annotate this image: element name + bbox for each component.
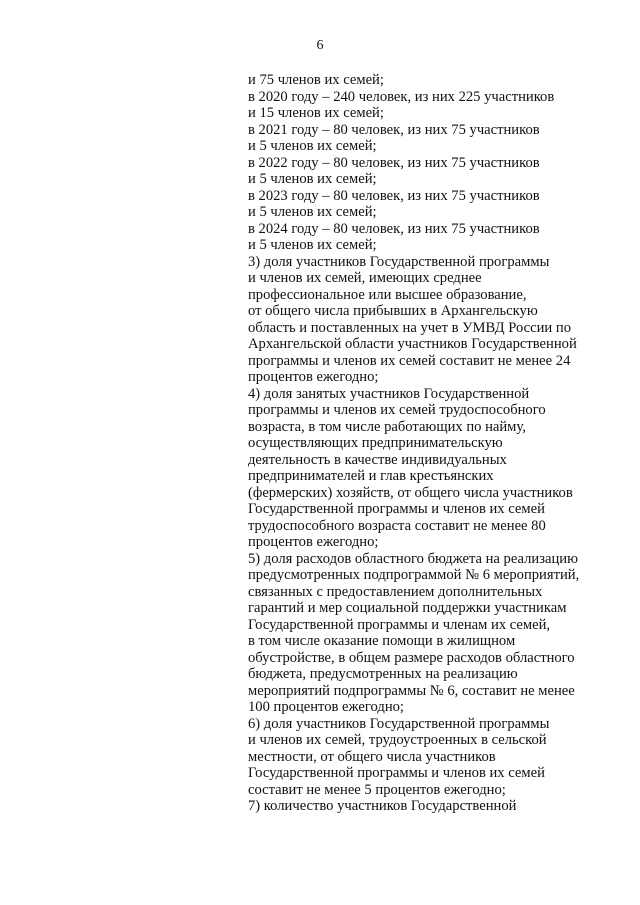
text-line: деятельность в качестве индивидуальных: [248, 451, 507, 468]
text-line: и членов их семей, имеющих среднее: [248, 270, 482, 286]
text-line: составит не менее 5 процентов ежегодно;: [248, 781, 506, 798]
text-line: и 15 членов их семей;: [248, 105, 384, 121]
text-line: Государственной программы и членам их семей,: [248, 616, 551, 633]
text-line: связанных с предоставлением дополнительных: [248, 583, 543, 600]
text-line: процентов ежегодно;: [248, 534, 379, 550]
text-line: местности, от общего числа участников: [248, 748, 496, 765]
text-line: и 5 членов их семей;: [248, 138, 377, 154]
text-line: трудоспособного возраста составит не менее 80: [248, 517, 546, 534]
text-line: область и поставленных на учет в УМВД России по: [248, 319, 571, 336]
text-line: (фермерских) хозяйств, от общего числа участников: [248, 484, 573, 501]
text-line: мероприятий подпрограммы № 6, составит не менее: [248, 682, 575, 699]
document-body: [248, 72, 628, 815]
text-line: в 2021 году – 80 человек, из них 75 участников: [248, 121, 540, 138]
text-line: в 2023 году – 80 человек, из них 75 участников: [248, 187, 540, 204]
text-line: возраста, в том числе работающих по найму,: [248, 418, 526, 435]
text-line: Государственной программы и членов их семей: [248, 501, 545, 517]
text-line: от общего числа прибывших в Архангельскую: [248, 303, 538, 319]
text-line: в том числе оказание помощи в жилищном: [248, 633, 516, 649]
text-line: гарантий и мер социальной поддержки участникам: [248, 600, 567, 616]
text-line: 3) доля участников Государственной программы: [248, 253, 550, 270]
text-line: 7) количество участников Государственной: [248, 798, 517, 814]
text-line: и 5 членов их семей;: [248, 171, 377, 187]
text-line: бюджета, предусмотренных на реализацию: [248, 666, 518, 682]
text-line: 100 процентов ежегодно;: [248, 699, 404, 715]
text-line: 6) доля участников Государственной программы: [248, 715, 550, 732]
text-line: профессиональное или высшее образование,: [248, 286, 527, 303]
text-line: процентов ежегодно;: [248, 369, 379, 385]
text-line: и членов их семей, трудоустроенных в сельской: [248, 732, 547, 748]
text-line: в 2024 году – 80 человек, из них 75 участников: [248, 220, 540, 237]
text-line: и 5 членов их семей;: [248, 204, 377, 220]
text-line: обустройстве, в общем размере расходов областного: [248, 649, 575, 666]
text-line: программы и членов их семей трудоспособного: [248, 402, 546, 418]
text-line: 4) доля занятых участников Государственной: [248, 385, 530, 402]
text-line: осуществляющих предпринимательскую: [248, 435, 503, 451]
text-line: в 2020 году – 240 человек, из них 225 участников: [248, 88, 555, 105]
text-line: в 2022 году – 80 человек, из них 75 участников: [248, 154, 540, 171]
text-line: Архангельской области участников Государственной: [248, 336, 577, 352]
text-line: программы и членов их семей составит не менее 24: [248, 352, 571, 369]
text-line: и 5 членов их семей;: [248, 237, 377, 253]
text-line: предусмотренных подпрограммой № 6 мероприятий,: [248, 567, 580, 583]
page-number: 6: [316, 38, 324, 53]
text-line: предпринимателей и глав крестьянских: [248, 468, 494, 484]
text-line: и 75 членов их семей;: [248, 72, 384, 88]
text-line: 5) доля расходов областного бюджета на реализацию: [248, 550, 578, 567]
text-line: Государственной программы и членов их семей: [248, 765, 545, 781]
